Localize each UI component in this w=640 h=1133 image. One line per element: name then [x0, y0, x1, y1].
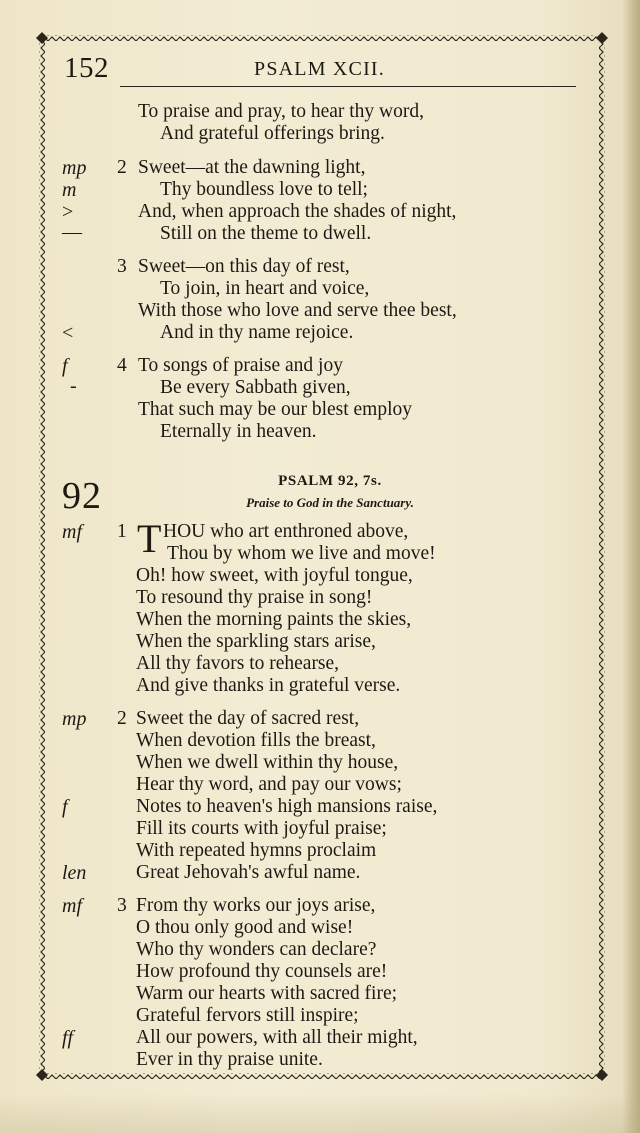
text-line: When the morning paints the skies,: [136, 609, 412, 630]
dynamic-mark: f: [62, 355, 68, 377]
text-line: Sweet—on this day of rest,: [138, 256, 350, 277]
text-line: Hear thy word, and pay our vows;: [136, 774, 402, 795]
dynamic-mark: len: [62, 862, 87, 884]
text-line: Fill its courts with joyful praise;: [136, 818, 387, 839]
text-line: And grateful offerings bring.: [160, 123, 385, 144]
text-line: That such may be our blest employ: [138, 399, 413, 420]
text-line: Thou by whom we live and move!: [167, 543, 436, 564]
text-line: All our powers, with all their might,: [136, 1027, 418, 1048]
text-line: When the sparkling stars arise,: [136, 631, 376, 652]
text-line: With repeated hymns proclaim: [136, 840, 377, 861]
text-line: Thy boundless love to tell;: [160, 179, 368, 200]
verse-number: 2: [117, 708, 127, 729]
text-line: All thy favors to rehearse,: [136, 653, 340, 674]
dynamic-mark: —: [62, 221, 82, 243]
verse-number: 3: [117, 895, 127, 916]
psalm-subtitle: Praise to God in the Sanctuary.: [246, 495, 414, 510]
text-line: To songs of praise and joy: [138, 355, 343, 376]
text-line: Still on the theme to dwell.: [160, 223, 372, 244]
dynamic-mark: -: [70, 375, 77, 397]
text-line: Warm our hearts with sacred fire;: [136, 983, 398, 1004]
text-line: Ever in thy praise unite.: [136, 1049, 323, 1070]
text-line: Great Jehovah's awful name.: [136, 862, 361, 883]
text-line: How profound thy counsels are!: [136, 961, 388, 982]
dynamic-mark: f: [62, 796, 68, 818]
drop-cap: T: [137, 516, 162, 561]
text-line: Be every Sabbath given,: [160, 377, 351, 398]
text-line: With those who love and serve thee best,: [138, 300, 457, 321]
text-line: And give thanks in grateful verse.: [136, 675, 401, 696]
running-title: PSALM XCII.: [254, 58, 385, 80]
text-line: When devotion fills the breast,: [136, 730, 376, 751]
psalm-heading: PSALM 92, 7s.: [278, 473, 382, 489]
text-line: And, when approach the shades of night,: [138, 201, 457, 222]
verse-number: 1: [117, 521, 127, 542]
text-line: From thy works our joys arise,: [136, 895, 376, 916]
verse-number: 2: [117, 157, 127, 178]
text-line: Oh! how sweet, with joyful tongue,: [136, 565, 413, 586]
text-line: To resound thy praise in song!: [136, 587, 373, 608]
verse-number: 4: [117, 355, 127, 376]
text-line: When we dwell within thy house,: [136, 752, 399, 773]
verse-number: 3: [117, 256, 127, 277]
text-line: O thou only good and wise!: [136, 917, 354, 938]
text-line: Who thy wonders can declare?: [136, 939, 377, 960]
page-edge-shadow: [622, 0, 640, 1133]
dynamic-mark: mf: [62, 521, 82, 543]
text-line: To join, in heart and voice,: [160, 278, 370, 299]
text-line: Sweet—at the dawning light,: [138, 157, 366, 178]
text-line: Eternally in heaven.: [160, 421, 317, 442]
running-head: [64, 52, 576, 86]
dynamic-mark: <: [62, 322, 74, 344]
text-line: To praise and pray, to hear thy word,: [138, 101, 424, 122]
dynamic-mark: m: [62, 179, 77, 201]
dynamic-mark: ff: [62, 1027, 74, 1049]
dynamic-mark: mp: [62, 708, 87, 730]
dynamic-mark: mf: [62, 895, 82, 917]
psalm-number: 92: [62, 475, 102, 517]
header-rule: [120, 86, 576, 87]
page-bottom-shade: [0, 1093, 640, 1133]
page-number: 152: [64, 52, 109, 84]
text-line: And in thy name rejoice.: [160, 322, 354, 343]
text-line: Sweet the day of sacred rest,: [136, 708, 360, 729]
dynamic-mark: mp: [62, 157, 87, 179]
text-line: Grateful fervors still inspire;: [136, 1005, 359, 1026]
dynamic-mark: >: [62, 201, 74, 223]
text-line: HOU who art enthroned above,: [163, 521, 409, 542]
text-line: Notes to heaven's high mansions raise,: [136, 796, 438, 817]
